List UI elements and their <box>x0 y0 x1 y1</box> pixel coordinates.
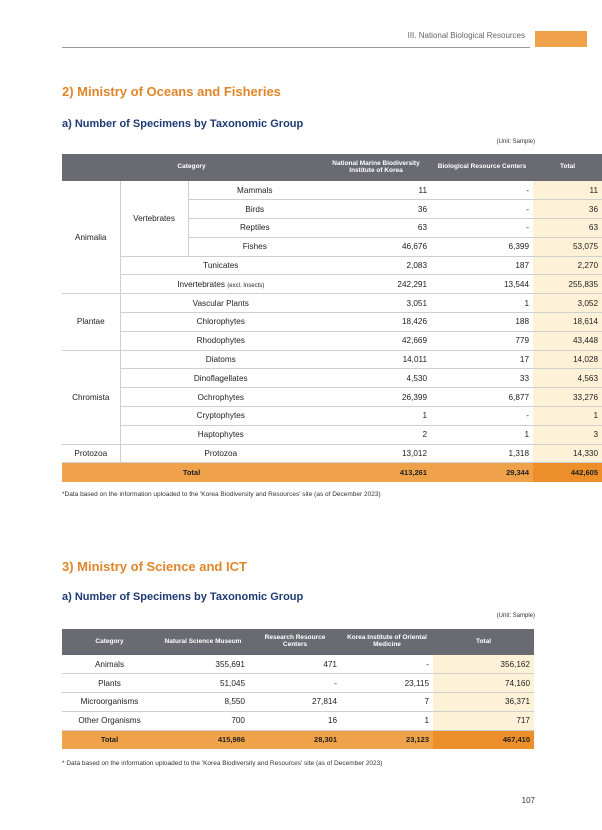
cell-value: 1 <box>341 711 433 730</box>
cell-total: 3,052 <box>533 294 602 313</box>
column-header: Total <box>533 154 602 181</box>
table-row <box>62 294 602 313</box>
row-name: Diatoms <box>120 350 321 369</box>
cell-value: 1 <box>321 407 431 426</box>
column-header: Biological Resource Centers <box>431 154 533 181</box>
cell-value: - <box>341 655 433 674</box>
group-label: Plantae <box>62 294 120 350</box>
cell-value: 187 <box>431 256 533 275</box>
total-row <box>62 730 534 749</box>
cell-value: 779 <box>431 331 533 350</box>
table-row <box>62 331 602 350</box>
science-ict-table <box>62 629 534 749</box>
group-label: Animalia <box>62 181 120 294</box>
section2-footnote: *Data based on the information uploaded to the 'Korea Biodiversity and Resources' site (as of December 2023) <box>62 491 381 498</box>
column-header: Total <box>433 629 534 655</box>
row-name: Fishes <box>188 237 321 256</box>
cell-value: 17 <box>431 350 533 369</box>
cell-value: 700 <box>157 711 249 730</box>
row-name: Tunicates <box>120 256 321 275</box>
section3-unit: (Unit: Sample) <box>496 613 535 619</box>
cell-total: 14,028 <box>533 350 602 369</box>
row-name: Haptophytes <box>120 425 321 444</box>
group-label: Chromista <box>62 350 120 444</box>
cell-total: 356,162 <box>433 655 534 674</box>
cell-value: 14,011 <box>321 350 431 369</box>
cell-value: 18,426 <box>321 313 431 332</box>
cell-value: - <box>431 200 533 219</box>
row-name: Other Organisms <box>62 711 157 730</box>
cell-value: 188 <box>431 313 533 332</box>
row-name <box>120 275 321 294</box>
table-row <box>62 655 534 674</box>
column-header: Research Resource Centers <box>249 629 341 655</box>
row-name-suffix: (excl. Insects) <box>227 282 265 289</box>
cell-value: 46,676 <box>321 237 431 256</box>
cell-value: 471 <box>249 655 341 674</box>
cell-value: 33 <box>431 369 533 388</box>
table-row <box>62 693 534 712</box>
table-row <box>62 711 534 730</box>
row-name: Vascular Plants <box>120 294 321 313</box>
ocean-fisheries-table <box>62 154 602 482</box>
column-header: Category <box>62 629 157 655</box>
section3-footnote: * Data based on the information uploaded to the 'Korea Biodiversity and Resources' site (as of December 2023) <box>62 760 383 767</box>
cell-value: 28,301 <box>249 730 341 749</box>
cell-total: 63 <box>533 219 602 238</box>
cell-value: 1 <box>431 294 533 313</box>
table-row <box>62 350 602 369</box>
cell-total: 4,563 <box>533 369 602 388</box>
section3-heading: 3) Ministry of Science and ICT <box>62 559 247 574</box>
table-row <box>62 388 602 407</box>
cell-value: 23,123 <box>341 730 433 749</box>
cell-value: - <box>431 407 533 426</box>
cell-value: 242,291 <box>321 275 431 294</box>
cell-value: 13,012 <box>321 444 431 463</box>
table-row <box>62 444 602 463</box>
cell-value: 13,544 <box>431 275 533 294</box>
cell-value: 7 <box>341 693 433 712</box>
cell-value: 6,399 <box>431 237 533 256</box>
cell-total: 255,835 <box>533 275 602 294</box>
subgroup-label: Vertebrates <box>120 181 188 256</box>
table-row <box>62 674 534 693</box>
cell-value: 29,344 <box>431 463 533 482</box>
cell-value: 4,530 <box>321 369 431 388</box>
cell-value: 51,045 <box>157 674 249 693</box>
row-name: Reptiles <box>188 219 321 238</box>
page-number: 107 <box>521 796 535 805</box>
row-name: Birds <box>188 200 321 219</box>
table-row <box>62 181 602 200</box>
cell-total: 3 <box>533 425 602 444</box>
cell-value: 2 <box>321 425 431 444</box>
section2-unit: (Unit: Sample) <box>496 139 535 145</box>
cell-value: 415,986 <box>157 730 249 749</box>
table-row <box>62 275 602 294</box>
column-header: National Marine Biodiversity Institute of Korea <box>321 154 431 181</box>
cell-value: 1 <box>431 425 533 444</box>
row-name: Animals <box>62 655 157 674</box>
cell-value: 16 <box>249 711 341 730</box>
section3-subheading: a) Number of Specimens by Taxonomic Group <box>62 591 304 603</box>
cell-value: 2,083 <box>321 256 431 275</box>
table-row <box>62 369 602 388</box>
cell-value: 11 <box>321 181 431 200</box>
cell-value: - <box>249 674 341 693</box>
section2-heading: 2) Ministry of Oceans and Fisheries <box>62 84 281 99</box>
running-header: III. National Biological Resources <box>407 31 525 40</box>
total-row <box>62 463 602 482</box>
cell-value: 42,669 <box>321 331 431 350</box>
cell-total: 717 <box>433 711 534 730</box>
table-header-row <box>62 154 602 181</box>
cell-total: 18,614 <box>533 313 602 332</box>
table-header-row <box>62 629 534 655</box>
column-header: Korea Institute of Oriental Medicine <box>341 629 433 655</box>
row-name: Protozoa <box>120 444 321 463</box>
cell-total: 14,330 <box>533 444 602 463</box>
cell-value: 36 <box>321 200 431 219</box>
cell-value: 23,115 <box>341 674 433 693</box>
cell-value: 413,261 <box>321 463 431 482</box>
row-name-text: Invertebrates <box>177 279 225 289</box>
table-row <box>62 256 602 275</box>
row-name: Dinoflagellates <box>120 369 321 388</box>
column-header: Natural Science Museum <box>157 629 249 655</box>
row-name: Mammals <box>188 181 321 200</box>
total-label: Total <box>62 463 321 482</box>
cell-total: 53,075 <box>533 237 602 256</box>
cell-value: - <box>431 181 533 200</box>
cell-total: 36,371 <box>433 693 534 712</box>
total-label: Total <box>62 730 157 749</box>
row-name: Cryptophytes <box>120 407 321 426</box>
cell-total: 36 <box>533 200 602 219</box>
row-name: Ochrophytes <box>120 388 321 407</box>
cell-total: 442,605 <box>533 463 602 482</box>
cell-value: 8,550 <box>157 693 249 712</box>
cell-value: 27,814 <box>249 693 341 712</box>
header-tab-marker <box>535 31 587 47</box>
header-rule <box>62 47 530 48</box>
cell-value: - <box>431 219 533 238</box>
row-name: Plants <box>62 674 157 693</box>
table-row <box>62 407 602 426</box>
column-header: Category <box>62 154 321 181</box>
row-name: Rhodophytes <box>120 331 321 350</box>
cell-total: 1 <box>533 407 602 426</box>
cell-value: 1,318 <box>431 444 533 463</box>
row-name: Chlorophytes <box>120 313 321 332</box>
cell-value: 3,051 <box>321 294 431 313</box>
cell-value: 63 <box>321 219 431 238</box>
cell-total: 467,410 <box>433 730 534 749</box>
cell-total: 11 <box>533 181 602 200</box>
cell-total: 2,270 <box>533 256 602 275</box>
table-row <box>62 425 602 444</box>
group-label: Protozoa <box>62 444 120 463</box>
table-row <box>62 313 602 332</box>
cell-value: 355,691 <box>157 655 249 674</box>
cell-total: 74,160 <box>433 674 534 693</box>
row-name: Microorganisms <box>62 693 157 712</box>
cell-value: 26,399 <box>321 388 431 407</box>
cell-total: 43,448 <box>533 331 602 350</box>
section2-subheading: a) Number of Specimens by Taxonomic Group <box>62 118 304 130</box>
cell-total: 33,276 <box>533 388 602 407</box>
cell-value: 6,877 <box>431 388 533 407</box>
